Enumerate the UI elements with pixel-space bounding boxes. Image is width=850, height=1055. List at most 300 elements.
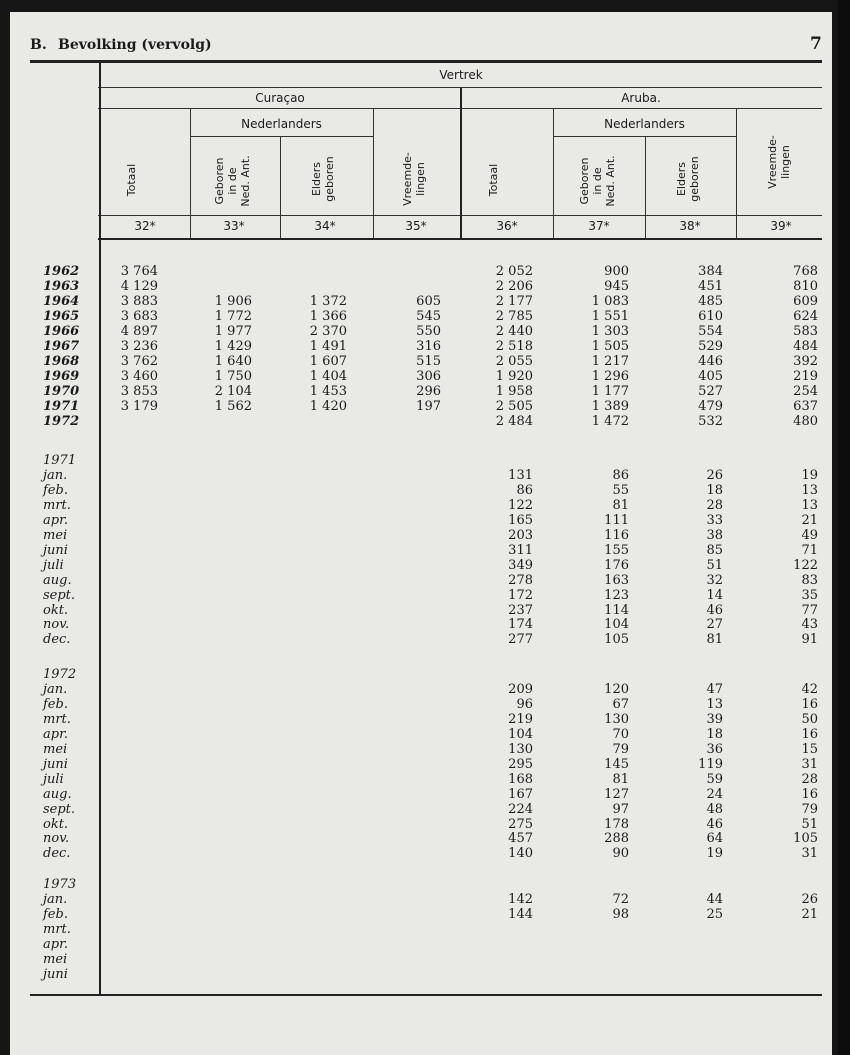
table-cell: 36 <box>706 741 723 757</box>
table-row <box>10 632 832 647</box>
table-row <box>10 907 832 922</box>
table-cell: 122 <box>793 557 818 573</box>
table-cell: 90 <box>612 846 629 862</box>
row-label: jan. <box>43 467 68 483</box>
table-cell: 3 460 <box>120 368 158 384</box>
table-cell: 637 <box>793 398 818 414</box>
table-row <box>10 558 832 573</box>
table-cell: 91 <box>801 632 818 648</box>
table-cell: 39 <box>706 711 723 727</box>
table-cell: 178 <box>604 816 629 832</box>
table-cell: 295 <box>508 756 533 772</box>
table-cell: 288 <box>604 831 629 847</box>
table-cell: 254 <box>793 383 818 399</box>
table-row <box>10 294 832 309</box>
row-label: nov. <box>43 617 70 633</box>
table-row <box>10 892 832 907</box>
block-title: 1971 <box>43 453 77 468</box>
table-cell: 810 <box>793 278 818 294</box>
row-label: feb. <box>43 906 68 922</box>
table-cell: 130 <box>604 711 629 727</box>
table-row <box>10 772 832 787</box>
table-cell: 1 958 <box>495 383 533 399</box>
table-row <box>10 967 832 982</box>
table-cell: 484 <box>793 338 818 354</box>
table-row <box>10 802 832 817</box>
top-rule <box>30 60 822 63</box>
table-row <box>10 369 832 384</box>
table-cell: 49 <box>801 527 818 543</box>
table-cell: 51 <box>801 816 818 832</box>
table-cell: 532 <box>698 413 723 429</box>
table-cell: 1 505 <box>591 338 629 354</box>
colhead-geboren-curacao: Geboren in de Ned. Ant. <box>213 155 252 207</box>
table-row <box>10 712 832 727</box>
table-cell: 81 <box>612 497 629 513</box>
table-cell: 1 772 <box>214 308 252 324</box>
table-cell: 3 762 <box>120 353 158 369</box>
table-row <box>10 339 832 354</box>
table-cell: 50 <box>801 711 818 727</box>
table-cell: 2 052 <box>495 264 533 279</box>
table-cell: 27 <box>706 617 723 633</box>
row-label: okt. <box>43 602 69 618</box>
table-cell: 116 <box>604 527 629 543</box>
table-cell: 209 <box>508 681 533 697</box>
table-cell: 32 <box>706 572 723 588</box>
table-cell: 2 206 <box>495 278 533 294</box>
row-label: 1962 <box>43 264 80 279</box>
table-cell: 97 <box>612 801 629 817</box>
table-row <box>10 384 832 399</box>
table-cell: 59 <box>706 771 723 787</box>
table-cell: 83 <box>801 572 818 588</box>
table-cell: 2 104 <box>214 383 252 399</box>
table-cell: 1 303 <box>591 323 629 339</box>
table-cell: 24 <box>706 786 723 802</box>
table-cell: 485 <box>698 293 723 309</box>
table-cell: 527 <box>698 383 723 399</box>
table-cell: 13 <box>801 497 818 513</box>
colnum-33: 33* <box>223 219 245 233</box>
table-cell: 3 236 <box>120 338 158 354</box>
row-label: feb. <box>43 482 68 498</box>
table-row <box>10 922 832 937</box>
table-row <box>10 588 832 603</box>
col-divider-7 <box>736 109 737 239</box>
table-cell: 278 <box>508 572 533 588</box>
subgroup-curacao: Nederlanders <box>241 117 322 131</box>
table-row <box>10 742 832 757</box>
colnum-32: 32* <box>134 219 156 233</box>
table-cell: 1 750 <box>214 368 252 384</box>
table-cell: 16 <box>801 726 818 742</box>
table-row <box>10 937 832 952</box>
table-row <box>10 757 832 772</box>
table-cell: 1 453 <box>309 383 347 399</box>
table-cell: 479 <box>698 398 723 414</box>
row-label: mrt. <box>43 497 71 513</box>
table-cell: 610 <box>698 308 723 324</box>
table-cell: 2 484 <box>495 413 533 429</box>
table-cell: 79 <box>801 801 818 817</box>
table-cell: 120 <box>604 681 629 697</box>
table-cell: 277 <box>508 632 533 648</box>
table-row <box>10 498 832 513</box>
table-cell: 18 <box>706 726 723 742</box>
table-cell: 72 <box>612 891 629 907</box>
row-label: sept. <box>43 587 76 603</box>
table-cell: 111 <box>604 512 629 528</box>
table-cell: 1 296 <box>591 368 629 384</box>
table-cell: 1 920 <box>495 368 533 384</box>
table-cell: 174 <box>508 617 533 633</box>
row-label: 1964 <box>43 293 80 309</box>
table-cell: 43 <box>801 617 818 633</box>
table-cell: 13 <box>801 482 818 498</box>
table-cell: 3 883 <box>120 293 158 309</box>
table-cell: 1 977 <box>214 323 252 339</box>
region-aruba: Aruba. <box>621 91 661 105</box>
table-cell: 13 <box>706 696 723 712</box>
rule-under-subgroup-curacao <box>190 136 373 137</box>
section-letter: B. <box>30 37 47 53</box>
table-cell: 119 <box>698 756 723 772</box>
table-row <box>10 817 832 832</box>
colhead-vreemde-curacao: Vreemde- lingen <box>401 152 427 206</box>
table-cell: 554 <box>698 323 723 339</box>
table-cell: 219 <box>793 368 818 384</box>
table-row <box>10 324 832 339</box>
table-cell: 26 <box>801 891 818 907</box>
table-cell: 1 217 <box>591 353 629 369</box>
table-cell: 81 <box>706 632 723 648</box>
table-row <box>10 831 832 846</box>
row-label: okt. <box>43 816 69 832</box>
table-cell: 14 <box>706 587 723 603</box>
table-cell: 583 <box>793 323 818 339</box>
table-cell: 2 370 <box>309 323 347 339</box>
row-label: jan. <box>43 891 68 907</box>
table-cell: 64 <box>706 831 723 847</box>
table-cell: 605 <box>416 293 441 309</box>
table-cell: 33 <box>706 512 723 528</box>
row-label: nov. <box>43 831 70 847</box>
table-cell: 1 429 <box>214 338 252 354</box>
colnum-38: 38* <box>679 219 701 233</box>
colnum-36: 36* <box>496 219 518 233</box>
table-cell: 609 <box>793 293 818 309</box>
table-cell: 130 <box>508 741 533 757</box>
table-cell: 21 <box>801 512 818 528</box>
row-label: 1971 <box>43 398 80 414</box>
table-cell: 1 472 <box>591 413 629 429</box>
table-cell: 127 <box>604 786 629 802</box>
table-row <box>10 468 832 483</box>
table-cell: 77 <box>801 602 818 618</box>
table-row <box>10 483 832 498</box>
table-row <box>10 617 832 632</box>
row-label: juni <box>43 966 68 982</box>
table-cell: 114 <box>604 602 629 618</box>
table-cell: 945 <box>604 278 629 294</box>
table-cell: 19 <box>706 846 723 862</box>
page-edge <box>838 0 850 1055</box>
table-cell: 47 <box>706 681 723 697</box>
col-divider-6 <box>645 136 646 239</box>
colhead-vreemde-aruba: Vreemde- lingen <box>766 135 792 189</box>
table-cell: 48 <box>706 801 723 817</box>
table-row <box>10 682 832 697</box>
block-title: 1972 <box>43 667 77 682</box>
table-cell: 529 <box>698 338 723 354</box>
table-cell: 163 <box>604 572 629 588</box>
table-cell: 55 <box>612 482 629 498</box>
row-label: mrt. <box>43 921 71 937</box>
page-title: Bevolking (vervolg) <box>58 37 212 53</box>
colnum-37: 37* <box>588 219 610 233</box>
row-label: 1965 <box>43 308 80 324</box>
table-row <box>10 528 832 543</box>
table-cell: 96 <box>516 696 533 712</box>
table-cell: 237 <box>508 602 533 618</box>
table-cell: 2 518 <box>495 338 533 354</box>
table-row <box>10 727 832 742</box>
table-cell: 624 <box>793 308 818 324</box>
table-cell: 451 <box>698 278 723 294</box>
table-cell: 122 <box>508 497 533 513</box>
table-cell: 123 <box>604 587 629 603</box>
table-cell: 21 <box>801 906 818 922</box>
block-title: 1973 <box>43 877 77 892</box>
table-cell: 38 <box>706 527 723 543</box>
table-row <box>10 543 832 558</box>
table-cell: 1 491 <box>309 338 347 354</box>
row-label: aug. <box>43 786 72 802</box>
table-cell: 1 562 <box>214 398 252 414</box>
table-cell: 42 <box>801 681 818 697</box>
table-cell: 155 <box>604 542 629 558</box>
bottom-rule <box>30 994 822 996</box>
row-label: juli <box>43 557 64 573</box>
table-cell: 28 <box>706 497 723 513</box>
group-title: Vertrek <box>439 68 483 82</box>
table-row <box>10 414 832 429</box>
row-label: sept. <box>43 801 76 817</box>
table-cell: 1 366 <box>309 308 347 324</box>
table-cell: 131 <box>508 467 533 483</box>
row-label: 1970 <box>43 383 80 399</box>
table-cell: 26 <box>706 467 723 483</box>
table-cell: 31 <box>801 846 818 862</box>
table-cell: 176 <box>604 557 629 573</box>
table-cell: 46 <box>706 602 723 618</box>
row-label: juni <box>43 756 68 772</box>
table-cell: 16 <box>801 696 818 712</box>
table-row <box>10 513 832 528</box>
table-cell: 275 <box>508 816 533 832</box>
table-cell: 19 <box>801 467 818 483</box>
table-cell: 1 372 <box>309 293 347 309</box>
table-row <box>10 264 832 279</box>
table-cell: 1 389 <box>591 398 629 414</box>
table-cell: 768 <box>793 264 818 279</box>
row-label: apr. <box>43 512 68 528</box>
row-label: 1972 <box>43 413 80 429</box>
table-row <box>10 952 832 967</box>
table-cell: 480 <box>793 413 818 429</box>
colhead-elders-curacao: Elders geboren <box>310 156 336 202</box>
table-row <box>10 399 832 414</box>
table-row <box>10 846 832 861</box>
table-cell: 3 853 <box>120 383 158 399</box>
table-cell: 515 <box>416 353 441 369</box>
table-cell: 900 <box>604 264 629 279</box>
table-row <box>10 573 832 588</box>
table-cell: 311 <box>508 542 533 558</box>
table-cell: 405 <box>698 368 723 384</box>
table-cell: 392 <box>793 353 818 369</box>
table-cell: 145 <box>604 756 629 772</box>
table-cell: 545 <box>416 308 441 324</box>
table-row <box>10 787 832 802</box>
table-cell: 144 <box>508 906 533 922</box>
row-label: apr. <box>43 936 68 952</box>
table-cell: 1 607 <box>309 353 347 369</box>
table-cell: 140 <box>508 846 533 862</box>
col-divider-region <box>460 88 462 239</box>
row-label: feb. <box>43 696 68 712</box>
table-cell: 1 177 <box>591 383 629 399</box>
table-cell: 349 <box>508 557 533 573</box>
table-cell: 219 <box>508 711 533 727</box>
row-label: jan. <box>43 681 68 697</box>
table-cell: 446 <box>698 353 723 369</box>
table-cell: 1 420 <box>309 398 347 414</box>
table-cell: 2 440 <box>495 323 533 339</box>
row-label: juni <box>43 542 68 558</box>
table-cell: 203 <box>508 527 533 543</box>
table-cell: 384 <box>698 264 723 279</box>
col-divider-3 <box>373 109 374 239</box>
table-row <box>10 354 832 369</box>
row-label: 1966 <box>43 323 80 339</box>
table-row <box>10 603 832 618</box>
table-cell: 1 906 <box>214 293 252 309</box>
colhead-elders-aruba: Elders geboren <box>675 156 701 202</box>
colnum-39: 39* <box>770 219 792 233</box>
table-cell: 25 <box>706 906 723 922</box>
table-cell: 172 <box>508 587 533 603</box>
table-cell: 2 785 <box>495 308 533 324</box>
table-cell: 1 404 <box>309 368 347 384</box>
colnum-35: 35* <box>405 219 427 233</box>
row-label: 1967 <box>43 338 80 354</box>
table-cell: 2 505 <box>495 398 533 414</box>
row-label: dec. <box>43 632 71 648</box>
table-cell: 197 <box>416 398 441 414</box>
table-cell: 3 764 <box>120 264 158 279</box>
colhead-totaal-aruba: Totaal <box>487 163 500 197</box>
table-cell: 4 129 <box>120 278 158 294</box>
table-cell: 316 <box>416 338 441 354</box>
table-cell: 79 <box>612 741 629 757</box>
row-label: mrt. <box>43 711 71 727</box>
table-cell: 15 <box>801 741 818 757</box>
table-cell: 18 <box>706 482 723 498</box>
table-cell: 550 <box>416 323 441 339</box>
table-cell: 224 <box>508 801 533 817</box>
region-curacao: Curaçao <box>255 91 305 105</box>
table-cell: 16 <box>801 786 818 802</box>
row-label: dec. <box>43 846 71 862</box>
table-cell: 105 <box>604 632 629 648</box>
table-row <box>10 697 832 712</box>
table-cell: 28 <box>801 771 818 787</box>
table-cell: 457 <box>508 831 533 847</box>
table-cell: 306 <box>416 368 441 384</box>
col-divider-2 <box>280 136 281 239</box>
row-label: mei <box>43 951 68 967</box>
table-cell: 81 <box>612 771 629 787</box>
row-label: 1968 <box>43 353 80 369</box>
table-cell: 105 <box>793 831 818 847</box>
table-cell: 1 551 <box>591 308 629 324</box>
row-label: juli <box>43 771 64 787</box>
page-number: 7 <box>810 34 822 54</box>
colhead-totaal-curacao: Totaal <box>125 163 138 197</box>
table-cell: 296 <box>416 383 441 399</box>
document-page <box>10 12 832 1055</box>
row-label: apr. <box>43 726 68 742</box>
colnum-34: 34* <box>314 219 336 233</box>
table-cell: 168 <box>508 771 533 787</box>
table-row <box>10 279 832 294</box>
table-cell: 44 <box>706 891 723 907</box>
colhead-geboren-aruba: Geboren in de Ned. Ant. <box>578 155 617 207</box>
table-cell: 86 <box>612 467 629 483</box>
subgroup-aruba: Nederlanders <box>604 117 685 131</box>
row-label: 1963 <box>43 278 80 294</box>
table-cell: 31 <box>801 756 818 772</box>
table-cell: 67 <box>612 696 629 712</box>
table-cell: 85 <box>706 542 723 558</box>
table-cell: 3 683 <box>120 308 158 324</box>
table-cell: 46 <box>706 816 723 832</box>
table-cell: 2 177 <box>495 293 533 309</box>
table-cell: 86 <box>516 482 533 498</box>
table-cell: 167 <box>508 786 533 802</box>
table-cell: 4 897 <box>120 323 158 339</box>
table-cell: 71 <box>801 542 818 558</box>
table-cell: 51 <box>706 557 723 573</box>
table-cell: 104 <box>604 617 629 633</box>
row-label: mei <box>43 741 68 757</box>
table-cell: 142 <box>508 891 533 907</box>
row-label: mei <box>43 527 68 543</box>
table-cell: 104 <box>508 726 533 742</box>
row-label: 1969 <box>43 368 80 384</box>
table-cell: 3 179 <box>120 398 158 414</box>
table-cell: 70 <box>612 726 629 742</box>
table-cell: 35 <box>801 587 818 603</box>
table-row <box>10 309 832 324</box>
table-cell: 2 055 <box>495 353 533 369</box>
table-cell: 98 <box>612 906 629 922</box>
table-cell: 1 640 <box>214 353 252 369</box>
table-cell: 165 <box>508 512 533 528</box>
row-label: aug. <box>43 572 72 588</box>
